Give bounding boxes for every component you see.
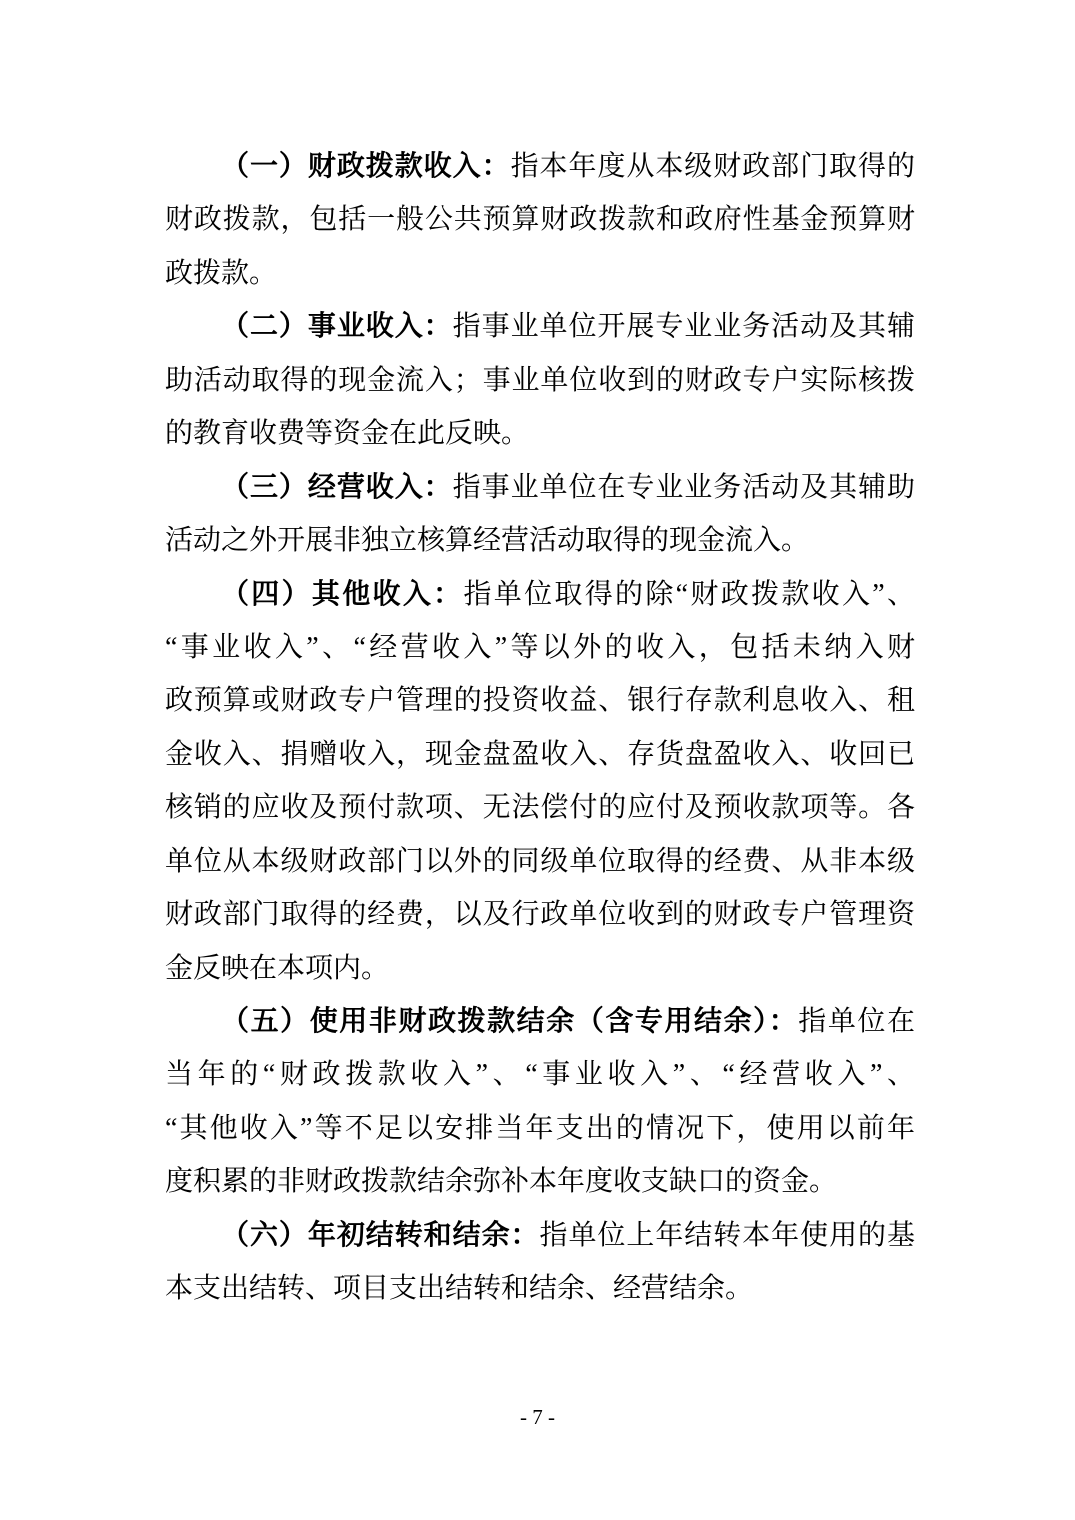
paragraph-line: 金反映在本项内。 [165, 952, 390, 984]
paragraph-line: 金收入、捐赠收入，现金盘盈收入、存货盘盈收入、收回已 [165, 738, 915, 770]
paragraph-text: 指本年度从本级财政部门取得的 [510, 151, 915, 182]
paragraph [165, 995, 915, 1209]
paragraph-first-line [165, 568, 915, 621]
paragraph-line: 政预算或财政专户管理的投资收益、银行存款利息收入、租 [165, 685, 915, 717]
page-number: - 7 - [520, 1405, 555, 1429]
paragraph [165, 1209, 915, 1316]
paragraph-line: 核销的应收及预付款项、无法偿付的应付及预收款项等。各 [165, 792, 915, 824]
paragraph [165, 461, 915, 568]
paragraph-text: 指事业单位在专业业务活动及其辅助 [452, 471, 915, 503]
paragraph-text: 指事业单位开展专业业务活动及其辅 [452, 311, 915, 343]
paragraph-heading: （六）年初结转和结余： [221, 1219, 540, 1251]
paragraph-line: 财政部门取得的经费，以及行政单位收到的财政专户管理资 [165, 899, 915, 931]
paragraph-line: 政拨款。 [165, 257, 278, 289]
document-body [165, 140, 915, 1316]
paragraph-heading: （三）经营收入： [221, 471, 453, 503]
paragraph-line: 活动之外开展非独立核算经营活动取得的现金流入。 [165, 525, 810, 557]
paragraph [165, 300, 915, 460]
paragraph-line: “事业收入”、“经营收入”等以外的收入，包括未纳入财 [165, 631, 915, 663]
paragraph-first-line [165, 995, 915, 1048]
paragraph-heading: （五）使用非财政拨款结余（含专用结余）： [221, 1006, 799, 1037]
paragraph-line: 本支出结转、项目支出结转和结余、经营结余。 [165, 1273, 754, 1305]
paragraph [165, 140, 915, 300]
paragraph-text: 指单位在 [798, 1006, 915, 1037]
paragraph-line: 的教育收费等资金在此反映。 [165, 418, 530, 450]
paragraph-line: 当年的“财政拨款收入”、“事业收入”、“经营收入”、 [165, 1059, 915, 1091]
paragraph-line: 助活动取得的现金流入；事业单位收到的财政专户实际核拨 [165, 364, 915, 396]
paragraph-line: “其他收入”等不足以安排当年支出的情况下，使用以前年 [165, 1112, 915, 1144]
paragraph-first-line [165, 461, 915, 514]
paragraph-text: 指单位取得的除“财政拨款收入”、 [463, 578, 915, 610]
paragraph-heading: （二）事业收入： [221, 311, 453, 343]
paragraph-first-line [165, 140, 915, 193]
paragraph-line: 财政拨款，包括一般公共预算财政拨款和政府性基金预算财 [165, 204, 915, 236]
paragraph [165, 568, 915, 996]
paragraph-first-line [165, 300, 915, 353]
paragraph-line: 度积累的非财政拨款结余弥补本年度收支缺口的资金。 [165, 1166, 838, 1198]
paragraph-heading: （一）财政拨款收入： [221, 151, 511, 182]
paragraph-heading: （四）其他收入： [221, 578, 464, 610]
paragraph-text: 指单位上年结转本年使用的基 [539, 1219, 915, 1251]
paragraph-first-line [165, 1209, 915, 1262]
paragraph-line: 单位从本级财政部门以外的同级单位取得的经费、从非本级 [165, 845, 915, 877]
